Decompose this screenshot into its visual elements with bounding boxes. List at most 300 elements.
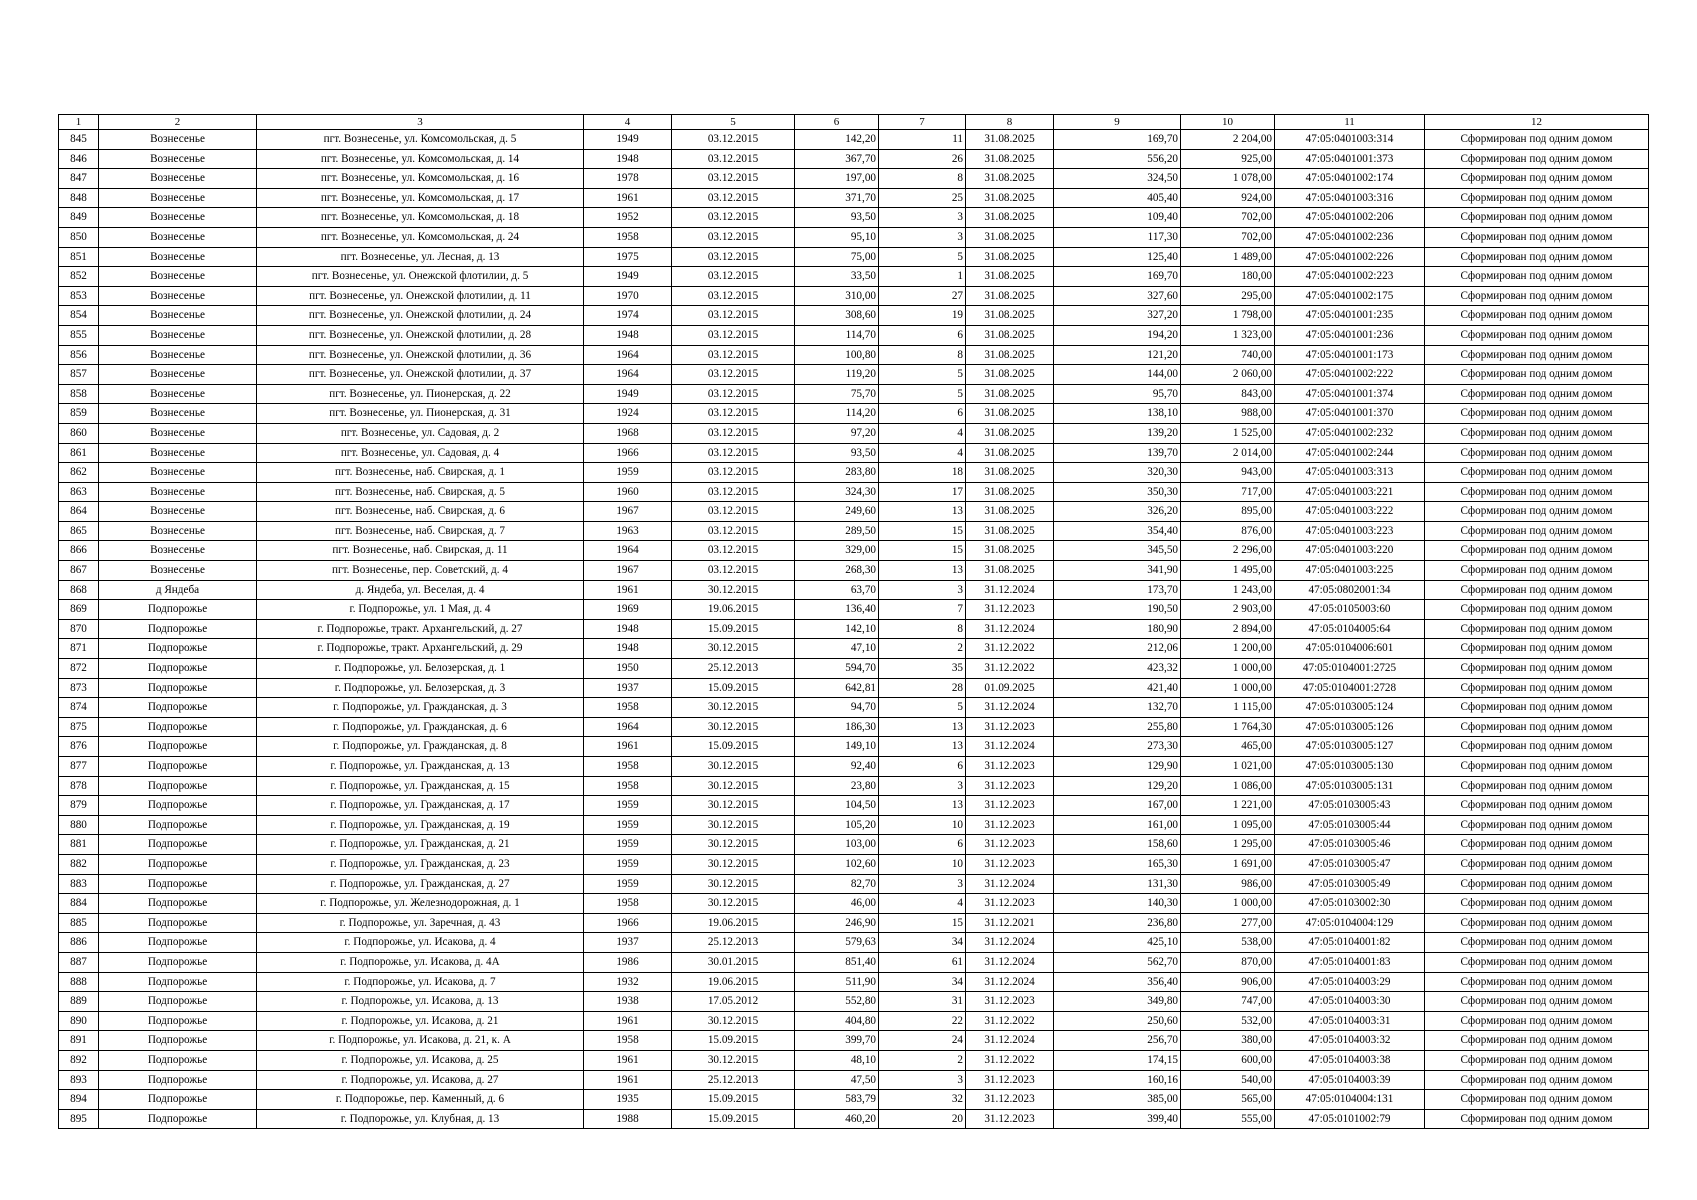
cell-status: Сформирован под одним домом [1425, 776, 1649, 796]
cell-area: 93,50 [795, 208, 879, 228]
cell-date: 15.09.2015 [672, 678, 795, 698]
header-cell: 10 [1181, 115, 1275, 130]
cell-value-9: 341,90 [1054, 561, 1181, 581]
cell-planned-date: 01.09.2025 [966, 678, 1054, 698]
cell-row-number: 870 [59, 619, 99, 639]
cell-cadastral-number: 47:05:0401001:370 [1275, 404, 1425, 424]
cell-year-built: 1958 [584, 757, 672, 777]
cell-planned-date: 31.12.2022 [966, 1011, 1054, 1031]
cell-row-number: 889 [59, 992, 99, 1012]
cell-residents: 2 [879, 1050, 966, 1070]
cell-value-9: 405,40 [1054, 188, 1181, 208]
cell-row-number: 865 [59, 521, 99, 541]
cell-area: 851,40 [795, 952, 879, 972]
cell-settlement: Вознесенье [99, 149, 257, 169]
cell-date: 03.12.2015 [672, 502, 795, 522]
cell-address: г. Подпорожье, ул. Гражданская, д. 8 [257, 737, 584, 757]
cell-cadastral-number: 47:05:0401001:373 [1275, 149, 1425, 169]
cell-cadastral-number: 47:05:0104003:38 [1275, 1050, 1425, 1070]
cell-settlement: Подпорожье [99, 757, 257, 777]
cell-settlement: Вознесенье [99, 345, 257, 365]
cell-status: Сформирован под одним домом [1425, 933, 1649, 953]
cell-date: 03.12.2015 [672, 169, 795, 189]
cell-year-built: 1948 [584, 325, 672, 345]
cell-area: 329,00 [795, 541, 879, 561]
cell-value-9: 236,80 [1054, 913, 1181, 933]
cell-value-10: 532,00 [1181, 1011, 1275, 1031]
cell-value-10: 986,00 [1181, 874, 1275, 894]
table-row [59, 776, 1649, 796]
cell-address: г. Подпорожье, ул. Гражданская, д. 6 [257, 717, 584, 737]
cell-address: д. Яндеба, ул. Веселая, д. 4 [257, 580, 584, 600]
cell-value-9: 273,30 [1054, 737, 1181, 757]
cell-planned-date: 31.08.2025 [966, 149, 1054, 169]
cell-residents: 8 [879, 169, 966, 189]
cell-cadastral-number: 47:05:0103005:127 [1275, 737, 1425, 757]
cell-address: г. Подпорожье, ул. Клубная, д. 13 [257, 1109, 584, 1129]
header-cell: 8 [966, 115, 1054, 130]
cell-value-10: 1 000,00 [1181, 659, 1275, 679]
cell-area: 197,00 [795, 169, 879, 189]
header-cell: 6 [795, 115, 879, 130]
cell-planned-date: 31.12.2024 [966, 737, 1054, 757]
cell-planned-date: 31.12.2023 [966, 776, 1054, 796]
cell-area: 642,81 [795, 678, 879, 698]
cell-cadastral-number: 47:05:0101002:79 [1275, 1109, 1425, 1129]
cell-cadastral-number: 47:05:0104005:64 [1275, 619, 1425, 639]
cell-status: Сформирован под одним домом [1425, 874, 1649, 894]
cell-value-9: 250,60 [1054, 1011, 1181, 1031]
table-row [59, 188, 1649, 208]
cell-date: 03.12.2015 [672, 384, 795, 404]
cell-value-9: 169,70 [1054, 130, 1181, 150]
cell-value-10: 895,00 [1181, 502, 1275, 522]
table-row [59, 541, 1649, 561]
cell-status: Сформирован под одним домом [1425, 678, 1649, 698]
cell-residents: 1 [879, 267, 966, 287]
cell-year-built: 1959 [584, 815, 672, 835]
cell-row-number: 873 [59, 678, 99, 698]
cell-residents: 10 [879, 854, 966, 874]
cell-row-number: 869 [59, 600, 99, 620]
cell-status: Сформирован под одним домом [1425, 796, 1649, 816]
cell-row-number: 847 [59, 169, 99, 189]
cell-value-9: 425,10 [1054, 933, 1181, 953]
table-row [59, 325, 1649, 345]
cell-address: пгт. Вознесенье, наб. Свирская, д. 6 [257, 502, 584, 522]
cell-value-10: 843,00 [1181, 384, 1275, 404]
cell-planned-date: 31.08.2025 [966, 345, 1054, 365]
cell-settlement: Подпорожье [99, 1050, 257, 1070]
cell-date: 03.12.2015 [672, 345, 795, 365]
cell-date: 30.12.2015 [672, 717, 795, 737]
cell-value-9: 354,40 [1054, 521, 1181, 541]
cell-status: Сформирован под одним домом [1425, 619, 1649, 639]
cell-year-built: 1932 [584, 972, 672, 992]
cell-residents: 3 [879, 1070, 966, 1090]
cell-value-9: 131,30 [1054, 874, 1181, 894]
cell-row-number: 877 [59, 757, 99, 777]
cell-cadastral-number: 47:05:0104001:2725 [1275, 659, 1425, 679]
cell-year-built: 1968 [584, 423, 672, 443]
table-row [59, 619, 1649, 639]
cell-planned-date: 31.08.2025 [966, 169, 1054, 189]
cell-row-number: 895 [59, 1109, 99, 1129]
cell-row-number: 853 [59, 286, 99, 306]
cell-area: 310,00 [795, 286, 879, 306]
table-row [59, 463, 1649, 483]
cell-date: 25.12.2013 [672, 933, 795, 953]
cell-date: 03.12.2015 [672, 443, 795, 463]
cell-value-9: 326,20 [1054, 502, 1181, 522]
cell-planned-date: 31.08.2025 [966, 247, 1054, 267]
cell-area: 249,60 [795, 502, 879, 522]
cell-residents: 11 [879, 130, 966, 150]
cell-date: 03.12.2015 [672, 423, 795, 443]
cell-residents: 3 [879, 776, 966, 796]
cell-residents: 3 [879, 227, 966, 247]
cell-planned-date: 31.12.2023 [966, 796, 1054, 816]
cell-cadastral-number: 47:05:0401002:226 [1275, 247, 1425, 267]
cell-area: 114,20 [795, 404, 879, 424]
cell-residents: 15 [879, 521, 966, 541]
cell-year-built: 1967 [584, 502, 672, 522]
cell-row-number: 874 [59, 698, 99, 718]
cell-address: г. Подпорожье, ул. Гражданская, д. 27 [257, 874, 584, 894]
cell-cadastral-number: 47:05:0401002:236 [1275, 227, 1425, 247]
cell-year-built: 1964 [584, 541, 672, 561]
cell-cadastral-number: 47:05:0103005:126 [1275, 717, 1425, 737]
cell-address: г. Подпорожье, ул. Гражданская, д. 13 [257, 757, 584, 777]
cell-status: Сформирован под одним домом [1425, 1050, 1649, 1070]
cell-address: пгт. Вознесенье, ул. Комсомольская, д. 5 [257, 130, 584, 150]
cell-cadastral-number: 47:05:0103005:124 [1275, 698, 1425, 718]
cell-date: 03.12.2015 [672, 227, 795, 247]
cell-value-9: 121,20 [1054, 345, 1181, 365]
cell-year-built: 1960 [584, 482, 672, 502]
cell-planned-date: 31.08.2025 [966, 423, 1054, 443]
cell-year-built: 1961 [584, 1050, 672, 1070]
cell-residents: 6 [879, 404, 966, 424]
cell-residents: 8 [879, 619, 966, 639]
cell-value-9: 350,30 [1054, 482, 1181, 502]
cell-value-10: 1 000,00 [1181, 678, 1275, 698]
cell-year-built: 1961 [584, 1011, 672, 1031]
cell-address: пгт. Вознесенье, ул. Онежской флотилии, д. 24 [257, 306, 584, 326]
cell-status: Сформирован под одним домом [1425, 423, 1649, 443]
cell-year-built: 1988 [584, 1109, 672, 1129]
cell-cadastral-number: 47:05:0103005:131 [1275, 776, 1425, 796]
cell-planned-date: 31.12.2023 [966, 600, 1054, 620]
cell-row-number: 867 [59, 561, 99, 581]
cell-date: 25.12.2013 [672, 1070, 795, 1090]
cell-year-built: 1963 [584, 521, 672, 541]
cell-planned-date: 31.08.2025 [966, 521, 1054, 541]
cell-residents: 3 [879, 874, 966, 894]
cell-row-number: 872 [59, 659, 99, 679]
cell-settlement: Вознесенье [99, 286, 257, 306]
cell-value-10: 295,00 [1181, 286, 1275, 306]
cell-residents: 32 [879, 1090, 966, 1110]
cell-residents: 6 [879, 757, 966, 777]
cell-date: 30.12.2015 [672, 1011, 795, 1031]
cell-settlement: Подпорожье [99, 600, 257, 620]
cell-settlement: Вознесенье [99, 208, 257, 228]
cell-address: г. Подпорожье, ул. Гражданская, д. 15 [257, 776, 584, 796]
cell-date: 30.12.2015 [672, 874, 795, 894]
cell-settlement: Вознесенье [99, 169, 257, 189]
cell-settlement: Вознесенье [99, 188, 257, 208]
cell-address: г. Подпорожье, ул. Исакова, д. 21 [257, 1011, 584, 1031]
cell-value-10: 988,00 [1181, 404, 1275, 424]
cell-cadastral-number: 47:05:0104004:129 [1275, 913, 1425, 933]
housing-registry-table [58, 114, 1649, 1129]
cell-value-9: 160,16 [1054, 1070, 1181, 1090]
cell-settlement: Подпорожье [99, 639, 257, 659]
cell-residents: 13 [879, 737, 966, 757]
cell-area: 119,20 [795, 365, 879, 385]
header-cell: 11 [1275, 115, 1425, 130]
cell-residents: 28 [879, 678, 966, 698]
cell-area: 460,20 [795, 1109, 879, 1129]
cell-value-9: 385,00 [1054, 1090, 1181, 1110]
cell-year-built: 1969 [584, 600, 672, 620]
cell-settlement: Подпорожье [99, 796, 257, 816]
cell-planned-date: 31.08.2025 [966, 482, 1054, 502]
cell-status: Сформирован под одним домом [1425, 992, 1649, 1012]
cell-planned-date: 31.12.2023 [966, 717, 1054, 737]
cell-value-10: 465,00 [1181, 737, 1275, 757]
cell-residents: 18 [879, 463, 966, 483]
cell-cadastral-number: 47:05:0104006:601 [1275, 639, 1425, 659]
header-cell: 7 [879, 115, 966, 130]
cell-date: 30.12.2015 [672, 835, 795, 855]
cell-address: г. Подпорожье, тракт. Архангельский, д. 29 [257, 639, 584, 659]
cell-date: 03.12.2015 [672, 306, 795, 326]
cell-value-9: 129,90 [1054, 757, 1181, 777]
cell-planned-date: 31.08.2025 [966, 130, 1054, 150]
cell-settlement: Вознесенье [99, 463, 257, 483]
cell-address: пгт. Вознесенье, ул. Комсомольская, д. 14 [257, 149, 584, 169]
cell-value-10: 1 764,30 [1181, 717, 1275, 737]
cell-residents: 5 [879, 247, 966, 267]
cell-value-10: 1 078,00 [1181, 169, 1275, 189]
cell-row-number: 883 [59, 874, 99, 894]
cell-settlement: Подпорожье [99, 1090, 257, 1110]
cell-row-number: 851 [59, 247, 99, 267]
cell-date: 30.12.2015 [672, 776, 795, 796]
cell-address: г. Подпорожье, ул. Исакова, д. 13 [257, 992, 584, 1012]
cell-row-number: 879 [59, 796, 99, 816]
cell-date: 15.09.2015 [672, 737, 795, 757]
cell-residents: 34 [879, 972, 966, 992]
table-row [59, 521, 1649, 541]
cell-value-10: 747,00 [1181, 992, 1275, 1012]
cell-cadastral-number: 47:05:0401001:173 [1275, 345, 1425, 365]
cell-date: 03.12.2015 [672, 247, 795, 267]
cell-value-10: 925,00 [1181, 149, 1275, 169]
table-body [59, 130, 1649, 1129]
cell-year-built: 1974 [584, 306, 672, 326]
cell-row-number: 855 [59, 325, 99, 345]
cell-status: Сформирован под одним домом [1425, 541, 1649, 561]
cell-date: 03.12.2015 [672, 521, 795, 541]
cell-residents: 24 [879, 1031, 966, 1051]
cell-year-built: 1937 [584, 678, 672, 698]
cell-status: Сформирован под одним домом [1425, 952, 1649, 972]
table-row [59, 1050, 1649, 1070]
cell-area: 114,70 [795, 325, 879, 345]
cell-status: Сформирован под одним домом [1425, 737, 1649, 757]
cell-residents: 6 [879, 325, 966, 345]
cell-address: г. Подпорожье, ул. Исакова, д. 4 [257, 933, 584, 953]
cell-status: Сформирован под одним домом [1425, 188, 1649, 208]
cell-settlement: Вознесенье [99, 325, 257, 345]
cell-year-built: 1964 [584, 717, 672, 737]
cell-value-10: 1 489,00 [1181, 247, 1275, 267]
cell-cadastral-number: 47:05:0104003:29 [1275, 972, 1425, 992]
cell-year-built: 1961 [584, 188, 672, 208]
cell-status: Сформирован под одним домом [1425, 1090, 1649, 1110]
cell-year-built: 1959 [584, 835, 672, 855]
cell-area: 105,20 [795, 815, 879, 835]
cell-date: 15.09.2015 [672, 1031, 795, 1051]
cell-cadastral-number: 47:05:0401003:225 [1275, 561, 1425, 581]
cell-address: пгт. Вознесенье, ул. Онежской флотилии, д. 37 [257, 365, 584, 385]
cell-area: 268,30 [795, 561, 879, 581]
cell-row-number: 846 [59, 149, 99, 169]
cell-row-number: 890 [59, 1011, 99, 1031]
cell-address: пгт. Вознесенье, наб. Свирская, д. 7 [257, 521, 584, 541]
cell-year-built: 1958 [584, 227, 672, 247]
cell-value-9: 255,80 [1054, 717, 1181, 737]
cell-address: г. Подпорожье, ул. Исакова, д. 27 [257, 1070, 584, 1090]
cell-row-number: 849 [59, 208, 99, 228]
cell-value-10: 1 243,00 [1181, 580, 1275, 600]
cell-value-9: 190,50 [1054, 600, 1181, 620]
cell-address: г. Подпорожье, ул. Заречная, д. 43 [257, 913, 584, 933]
cell-cadastral-number: 47:05:0401002:174 [1275, 169, 1425, 189]
cell-planned-date: 31.08.2025 [966, 188, 1054, 208]
cell-status: Сформирован под одним домом [1425, 306, 1649, 326]
cell-cadastral-number: 47:05:0401003:223 [1275, 521, 1425, 541]
cell-status: Сформирован под одним домом [1425, 404, 1649, 424]
header-cell: 4 [584, 115, 672, 130]
cell-year-built: 1949 [584, 267, 672, 287]
cell-date: 19.06.2015 [672, 913, 795, 933]
cell-year-built: 1958 [584, 698, 672, 718]
cell-status: Сформирован под одним домом [1425, 639, 1649, 659]
table-row [59, 423, 1649, 443]
cell-row-number: 881 [59, 835, 99, 855]
cell-area: 283,80 [795, 463, 879, 483]
cell-year-built: 1937 [584, 933, 672, 953]
table-row [59, 130, 1649, 150]
cell-date: 03.12.2015 [672, 561, 795, 581]
cell-residents: 27 [879, 286, 966, 306]
cell-planned-date: 31.12.2022 [966, 639, 1054, 659]
cell-settlement: Вознесенье [99, 227, 257, 247]
header-cell: 5 [672, 115, 795, 130]
cell-planned-date: 31.12.2023 [966, 835, 1054, 855]
cell-value-10: 2 903,00 [1181, 600, 1275, 620]
cell-address: пгт. Вознесенье, ул. Онежской флотилии, д. 11 [257, 286, 584, 306]
cell-area: 246,90 [795, 913, 879, 933]
cell-value-9: 423,32 [1054, 659, 1181, 679]
cell-planned-date: 31.12.2023 [966, 854, 1054, 874]
cell-value-10: 538,00 [1181, 933, 1275, 953]
cell-year-built: 1948 [584, 619, 672, 639]
cell-address: пгт. Вознесенье, ул. Онежской флотилии, д. 28 [257, 325, 584, 345]
cell-planned-date: 31.08.2025 [966, 404, 1054, 424]
cell-status: Сформирован под одним домом [1425, 325, 1649, 345]
cell-status: Сформирован под одним домом [1425, 521, 1649, 541]
cell-residents: 4 [879, 443, 966, 463]
cell-row-number: 871 [59, 639, 99, 659]
cell-date: 30.12.2015 [672, 894, 795, 914]
cell-cadastral-number: 47:05:0104003:32 [1275, 1031, 1425, 1051]
cell-planned-date: 31.12.2023 [966, 815, 1054, 835]
cell-row-number: 891 [59, 1031, 99, 1051]
cell-year-built: 1966 [584, 443, 672, 463]
cell-value-10: 2 894,00 [1181, 619, 1275, 639]
cell-residents: 15 [879, 541, 966, 561]
cell-address: пгт. Вознесенье, наб. Свирская, д. 1 [257, 463, 584, 483]
cell-date: 03.12.2015 [672, 404, 795, 424]
cell-planned-date: 31.12.2024 [966, 972, 1054, 992]
cell-row-number: 845 [59, 130, 99, 150]
table-row [59, 169, 1649, 189]
cell-value-9: 109,40 [1054, 208, 1181, 228]
cell-row-number: 885 [59, 913, 99, 933]
cell-row-number: 863 [59, 482, 99, 502]
cell-value-10: 277,00 [1181, 913, 1275, 933]
cell-residents: 8 [879, 345, 966, 365]
cell-status: Сформирован под одним домом [1425, 227, 1649, 247]
cell-value-10: 180,00 [1181, 267, 1275, 287]
cell-status: Сформирован под одним домом [1425, 1070, 1649, 1090]
cell-cadastral-number: 47:05:0103002:30 [1275, 894, 1425, 914]
cell-value-10: 2 014,00 [1181, 443, 1275, 463]
cell-address: г. Подпорожье, ул. Белозерская, д. 1 [257, 659, 584, 679]
header-row [59, 115, 1649, 130]
cell-value-10: 1 086,00 [1181, 776, 1275, 796]
table-row [59, 835, 1649, 855]
cell-cadastral-number: 47:05:0104003:39 [1275, 1070, 1425, 1090]
cell-address: пгт. Вознесенье, наб. Свирская, д. 11 [257, 541, 584, 561]
cell-value-10: 555,00 [1181, 1109, 1275, 1129]
cell-value-9: 161,00 [1054, 815, 1181, 835]
table-row [59, 580, 1649, 600]
cell-address: пгт. Вознесенье, ул. Комсомольская, д. 16 [257, 169, 584, 189]
cell-value-10: 565,00 [1181, 1090, 1275, 1110]
cell-planned-date: 31.12.2021 [966, 913, 1054, 933]
cell-area: 308,60 [795, 306, 879, 326]
cell-row-number: 888 [59, 972, 99, 992]
cell-area: 289,50 [795, 521, 879, 541]
cell-status: Сформирован под одним домом [1425, 443, 1649, 463]
cell-date: 03.12.2015 [672, 208, 795, 228]
cell-row-number: 848 [59, 188, 99, 208]
table-row [59, 952, 1649, 972]
cell-residents: 61 [879, 952, 966, 972]
cell-value-9: 556,20 [1054, 149, 1181, 169]
cell-value-9: 194,20 [1054, 325, 1181, 345]
cell-planned-date: 31.12.2024 [966, 580, 1054, 600]
cell-cadastral-number: 47:05:0104001:82 [1275, 933, 1425, 953]
cell-value-10: 2 296,00 [1181, 541, 1275, 561]
cell-settlement: Подпорожье [99, 619, 257, 639]
